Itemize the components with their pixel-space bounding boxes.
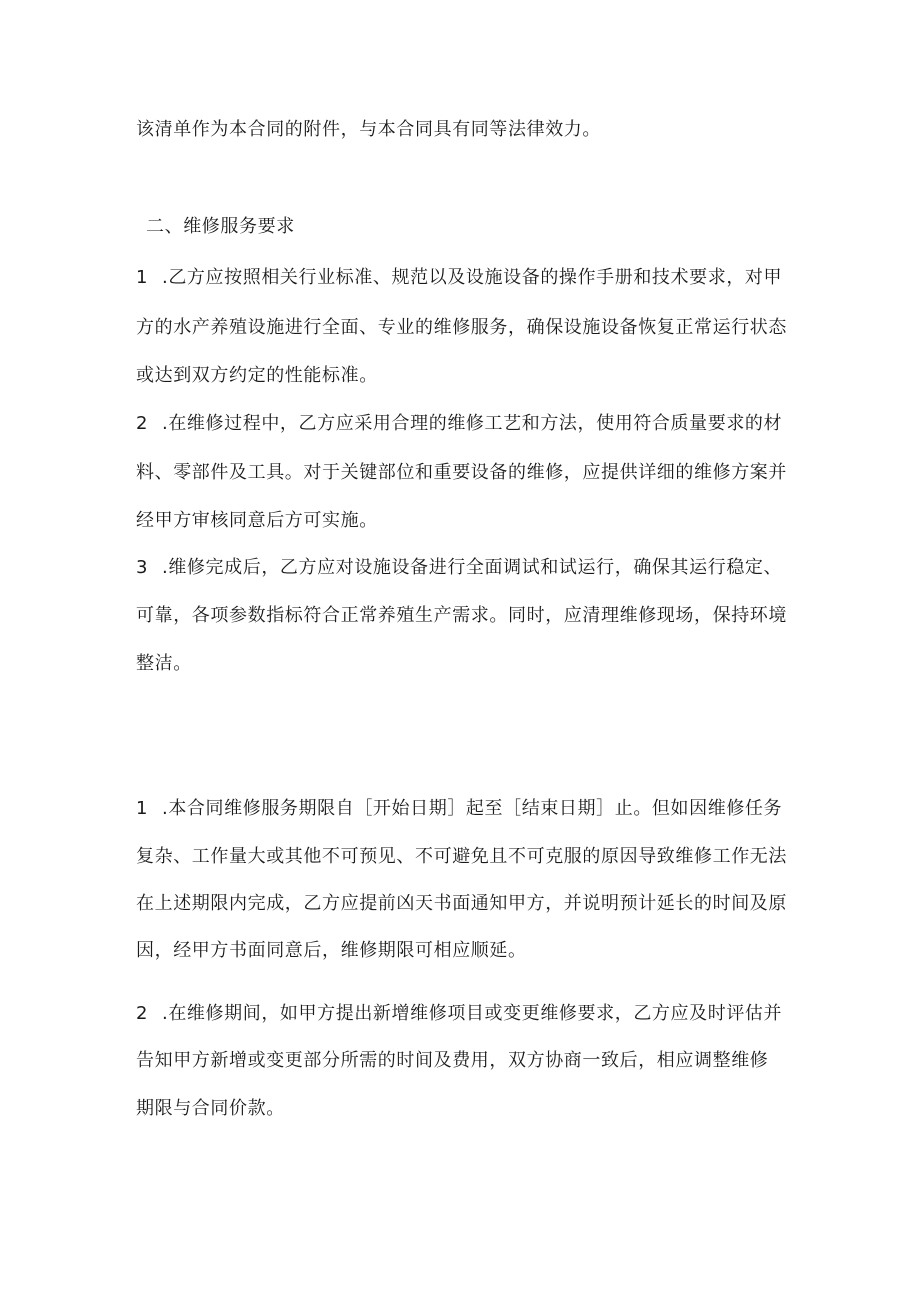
clause-number: 2 bbox=[136, 1003, 149, 1024]
clause-2-1-line-3: 或达到双方约定的性能标准。 bbox=[136, 365, 378, 386]
clause-text: .乙方应按照相关行业标准、规范以及设施设备的操作手册和技术要求，对甲 bbox=[162, 267, 783, 288]
clause-number: 1 bbox=[136, 267, 149, 288]
clause-3-1-line-1 bbox=[136, 797, 796, 821]
clause-3-2-line-1 bbox=[136, 1002, 796, 1026]
clause-2-1-line-1 bbox=[136, 266, 796, 290]
clause-2-2-line-2: 料、零部件及工具。对于关键部位和重要设备的维修，应提供详细的维修方案并 bbox=[136, 462, 787, 483]
clause-text: .在维修期间，如甲方提出新增维修项目或变更维修要求，乙方应及时评估并 bbox=[162, 1003, 783, 1024]
section-heading-maintenance-requirements: 二、维修服务要求 bbox=[146, 216, 295, 237]
clause-number: 2 bbox=[136, 413, 149, 434]
clause-text: .维修完成后，乙方应对设施设备进行全面调试和试运行，确保其运行稳定、 bbox=[162, 557, 783, 578]
clause-2-3-line-3: 整洁。 bbox=[136, 653, 192, 674]
clause-number: 3 bbox=[136, 557, 149, 578]
clause-3-1-line-2: 复杂、工作量大或其他不可预见、不可避免且不可克服的原因导致维修工作无法 bbox=[136, 846, 787, 867]
clause-2-3-line-1 bbox=[136, 556, 796, 580]
clause-3-2-line-2: 告知甲方新增或变更部分所需的时间及费用，双方协商一致后，相应调整维修 bbox=[136, 1050, 769, 1071]
clause-3-1-line-3: 在上述期限内完成，乙方应提前凶天书面通知甲方，并说明预计延长的时间及原 bbox=[136, 893, 787, 914]
intro-paragraph: 该清单作为本合同的附件，与本合同具有同等法律效力。 bbox=[136, 119, 601, 140]
clause-text: .在维修过程中，乙方应采用合理的维修工艺和方法，使用符合质量要求的材 bbox=[162, 413, 783, 434]
clause-number: 1 bbox=[136, 798, 149, 819]
clause-3-1-line-4: 因，经甲方书面同意后，维修期限可相应顺延。 bbox=[136, 940, 527, 961]
clause-2-3-line-2: 可靠，各项参数指标符合正常养殖生产需求。同时，应清理维修现场，保持环境 bbox=[136, 605, 787, 626]
clause-3-2-line-3: 期限与合同价款。 bbox=[136, 1098, 285, 1119]
clause-2-2-line-3: 经甲方审核同意后方可实施。 bbox=[136, 510, 378, 531]
clause-2-2-line-1 bbox=[136, 412, 796, 436]
clause-text: .本合同维修服务期限自［开始日期］起至［结束日期］止。但如因维修任务 bbox=[162, 798, 783, 819]
clause-2-1-line-2: 方的水产养殖设施进行全面、专业的维修服务，确保设施设备恢复正常运行状态 bbox=[136, 317, 787, 338]
